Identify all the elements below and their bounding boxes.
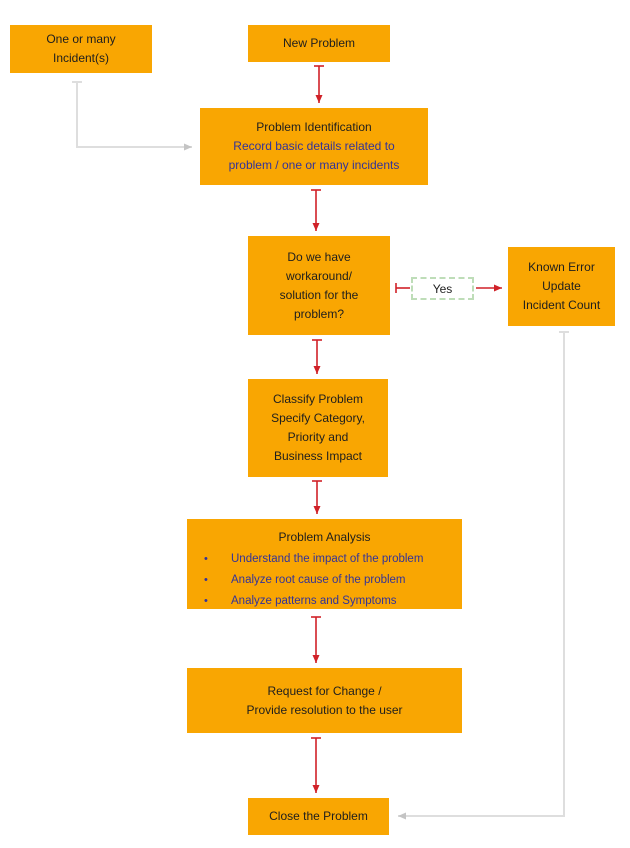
- node-label-line: Provide resolution to the user: [246, 702, 403, 717]
- node-known-error: [508, 247, 615, 326]
- yes-branch-label: [411, 277, 474, 300]
- list-item: [204, 570, 406, 591]
- bullet-text: Analyze root cause of the problem: [231, 574, 406, 586]
- node-workaround-decision: [248, 236, 390, 335]
- bullet-text: Understand the impact of the problem: [231, 553, 424, 565]
- arrow-request-to-close: [311, 738, 321, 793]
- node-label-line: Business Impact: [273, 449, 363, 463]
- node-problem-analysis: [187, 519, 462, 609]
- node-label-line: Classify Problem: [272, 392, 364, 406]
- node-one-or-many-incidents: [10, 25, 152, 73]
- node-label: Close the Problem: [269, 809, 368, 823]
- node-label-line: Incident(s): [52, 51, 110, 65]
- node-label-line: workaround/: [285, 268, 353, 283]
- node-label: New Problem: [282, 36, 356, 50]
- node-detail-line: Record basic details related to: [233, 139, 395, 153]
- node-new-problem: [248, 25, 390, 62]
- yes-label-text: Yes: [432, 281, 453, 296]
- arrow-identification-to-decision: [311, 190, 321, 231]
- bullet-icon: •: [204, 574, 208, 586]
- arrow-decision-to-classify: [312, 340, 322, 374]
- arrow-analysis-to-request: [311, 617, 321, 663]
- arrow-classify-to-analysis: [312, 481, 322, 514]
- arrow-decision-to-yes: [396, 283, 410, 293]
- node-label-line: problem?: [293, 306, 345, 321]
- bullet-icon: •: [204, 553, 208, 565]
- node-label-line: Incident Count: [522, 298, 601, 312]
- list-item: [204, 549, 423, 570]
- analysis-bullet-list: [187, 549, 462, 612]
- node-label-line: Priority and: [287, 430, 349, 444]
- node-detail-line: problem / one or many incidents: [228, 158, 400, 172]
- list-item: [204, 591, 397, 612]
- node-title: Problem Analysis: [278, 530, 371, 544]
- node-title: Problem Identification: [256, 120, 372, 134]
- node-close-the-problem: [248, 798, 389, 835]
- node-problem-identification: [200, 108, 428, 185]
- bullet-text: Analyze patterns and Symptoms: [231, 595, 397, 607]
- arrow-incidents-to-identification: [72, 82, 192, 147]
- node-request-for-change: [187, 668, 462, 733]
- bullet-icon: •: [204, 595, 208, 607]
- node-classify-problem: [248, 379, 388, 477]
- node-label-line: Do we have: [287, 249, 351, 264]
- node-label-line: Request for Change /: [267, 683, 382, 698]
- node-label-line: One or many: [46, 32, 116, 46]
- node-label-line: Specify Category,: [271, 411, 365, 425]
- node-label-line: Known Error: [528, 260, 595, 274]
- node-label-line: Update: [542, 279, 581, 293]
- node-label-line: solution for the: [279, 287, 359, 302]
- arrow-new-problem-to-identification: [314, 66, 324, 103]
